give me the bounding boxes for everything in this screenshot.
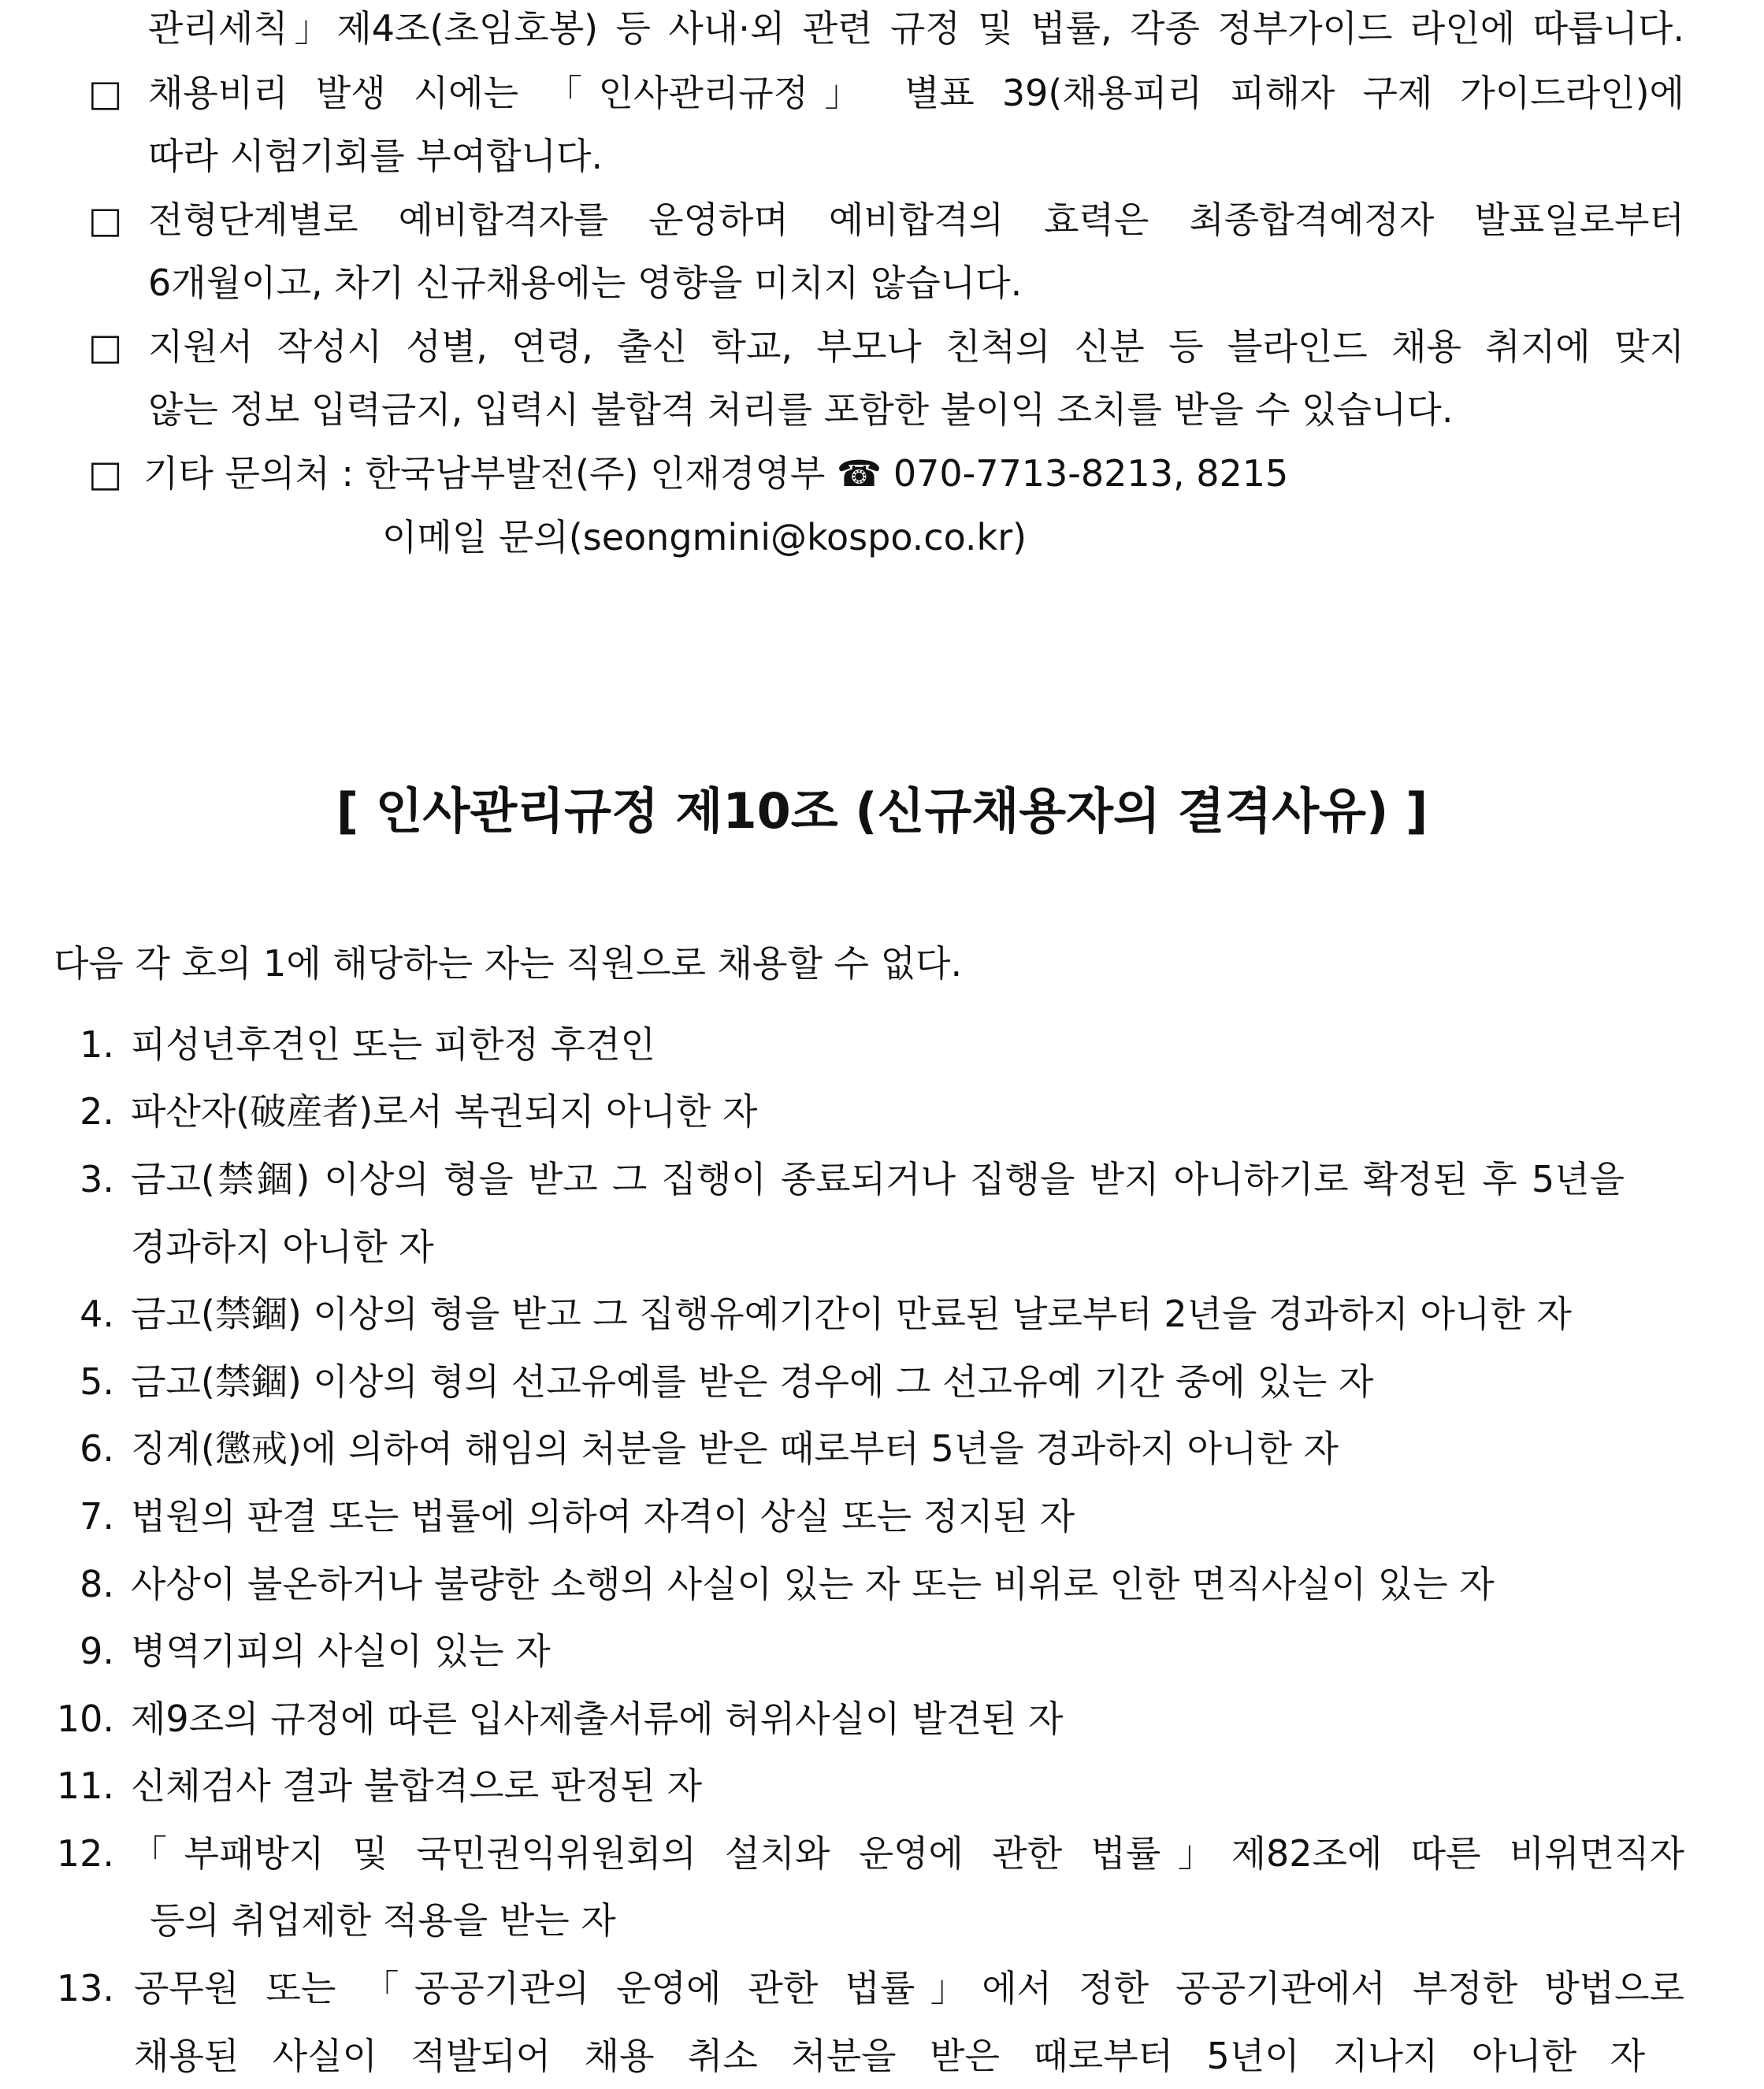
item-number: 9. — [80, 1630, 114, 1672]
bullet-1-line-1: 채용비리 발생 시에는 「인사관리규정」 별표 39(채용피리 피해자 구제 가이드라인)에 — [148, 72, 1684, 114]
intro-text: 다음 각 호의 1에 해당하는 자는 직원으로 채용할 수 없다. — [54, 942, 963, 985]
item-number: 11. — [56, 1764, 114, 1807]
item-number: 13. — [56, 1967, 114, 2009]
contact-email: 이메일 문의(seongmini@kospo.co.kr) — [382, 516, 1027, 558]
list-item: 「부패방지 및 국민권익위원회의 설치와 운영에 관한 법률」제82조에 따른 비위면직자 — [131, 1832, 1684, 1875]
list-item: 금고(禁錮) 이상의 형의 선고유예를 받은 경우에 그 선고유예 기간 중에 있는 자 — [131, 1360, 1374, 1403]
list-item: 신체검사 결과 불합격으로 판정된 자 — [131, 1764, 703, 1807]
item-number: 5. — [80, 1360, 114, 1403]
list-item-continuation: 등의 취업제한 적용을 받는 자 — [150, 1899, 616, 1942]
list-item: 피성년후견인 또는 피한정 후견인 — [131, 1023, 655, 1066]
continuation-line: 관리세칙」제4조(초임호봉) 등 사내·외 관련 규정 및 법률, 각종 정부가이드 라인에 따릅니다. — [148, 7, 1684, 50]
list-item: 제9조의 규정에 따른 입사제출서류에 허위사실이 발견된 자 — [131, 1698, 1064, 1740]
list-item: 법원의 판결 또는 법률에 의하여 자격이 상실 또는 정지된 자 — [131, 1495, 1075, 1538]
item-number: 2. — [80, 1090, 114, 1133]
list-item: 파산자(破産者)로서 복권되지 아니한 자 — [131, 1090, 758, 1133]
list-item: 병역기피의 사실이 있는 자 — [131, 1630, 551, 1672]
bullet-2-line-2: 6개월이고, 차기 신규채용에는 영향을 미치지 않습니다. — [148, 262, 1023, 304]
bullet-box-icon: □ — [88, 452, 123, 495]
item-number: 8. — [80, 1563, 114, 1605]
bullet-3-line-1: 지원서 작성시 성별, 연령, 출신 학교, 부모나 친척의 신분 등 블라인드 채용 취지에 맞지 — [148, 325, 1684, 368]
item-number: 7. — [80, 1495, 114, 1538]
item-number: 1. — [80, 1023, 114, 1066]
item-number: 12. — [56, 1832, 114, 1875]
list-item-continuation: 경과하지 아니한 자 — [131, 1226, 434, 1268]
bullet-2-line-1: 전형단계별로 예비합격자를 운영하며 예비합격의 효력은 최종합격예정자 발표일로부터 — [148, 199, 1684, 241]
section-heading: [ 인사관리규정 제10조 (신규채용자의 결격사유) ] — [336, 782, 1428, 840]
bullet-box-icon: □ — [88, 72, 123, 114]
list-item: 공무원 또는 「공공기관의 운영에 관한 법률」에서 정한 공공기관에서 부정한 방법으로 — [134, 1967, 1684, 2009]
list-item: 금고(禁錮) 이상의 형을 받고 그 집행이 종료되거나 집행을 받지 아니하기로 확정된 후 5년을 — [131, 1158, 1625, 1200]
contact-line: 기타 문의처 : 한국남부발전(주) 인재경영부 ☎ 070-7713-8213, 8215 — [143, 452, 1289, 495]
bullet-box-icon: □ — [88, 325, 123, 368]
bullet-box-icon: □ — [88, 199, 123, 241]
item-number: 3. — [80, 1158, 114, 1200]
list-item: 금고(禁錮) 이상의 형을 받고 그 집행유예기간이 만료된 날로부터 2년을 경과하지 아니한 자 — [131, 1293, 1572, 1335]
bullet-3-line-2: 않는 정보 입력금지, 입력시 불합격 처리를 포함한 불이익 조치를 받을 수 있습니다. — [148, 388, 1454, 431]
bullet-1-line-2: 따라 시험기회를 부여합니다. — [148, 135, 603, 177]
list-item: 징계(懲戒)에 의하여 해임의 처분을 받은 때로부터 5년을 경과하지 아니한 자 — [131, 1427, 1339, 1470]
list-item-continuation: 채용된 사실이 적발되어 채용 취소 처분을 받은 때로부터 5년이 지나지 아니한 자 — [134, 2035, 1645, 2077]
item-number: 10. — [56, 1698, 114, 1740]
list-item: 사상이 불온하거나 불량한 소행의 사실이 있는 자 또는 비위로 인한 면직사실이 있는 자 — [131, 1563, 1495, 1605]
item-number: 6. — [80, 1427, 114, 1470]
item-number: 4. — [80, 1293, 114, 1335]
